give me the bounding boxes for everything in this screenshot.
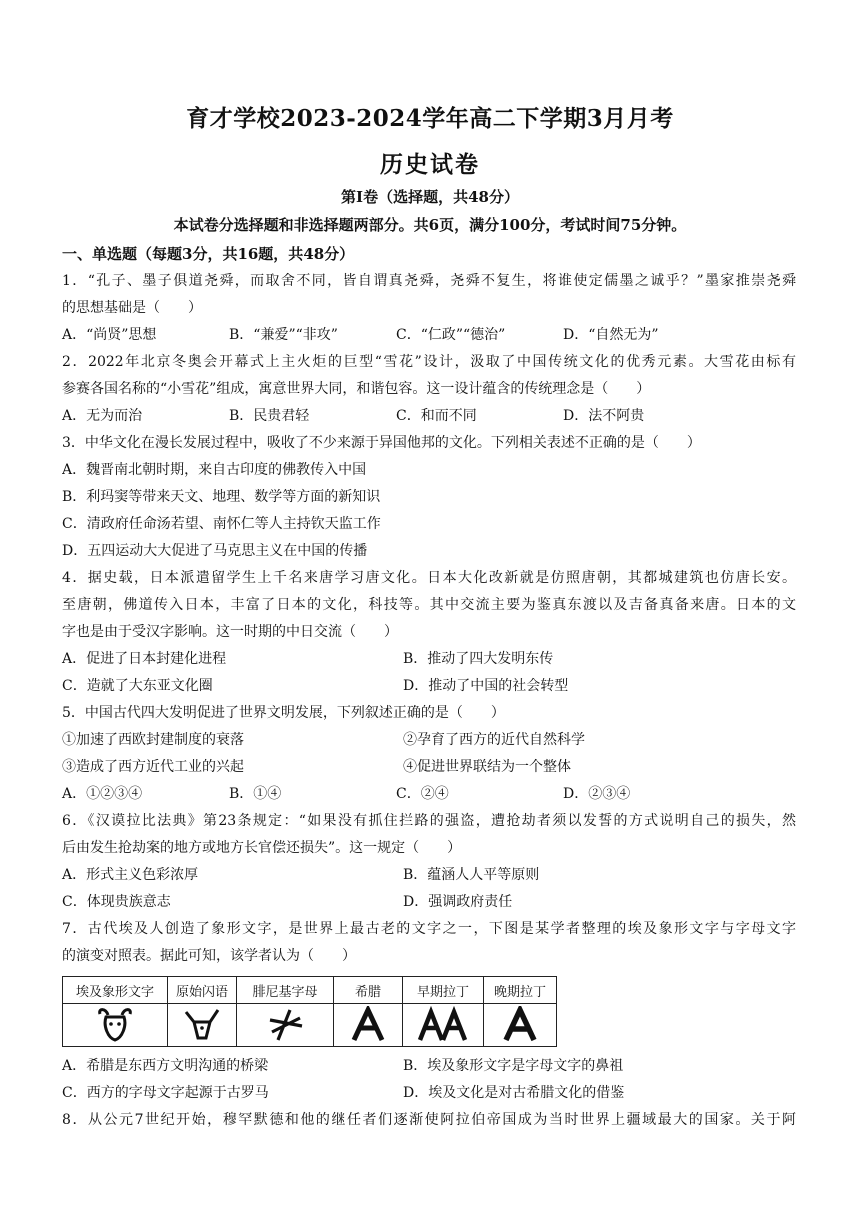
question-2-options <box>62 403 796 430</box>
table-header-cell: 埃及象形文字 <box>63 977 168 1004</box>
question-7-text-cont: 的演变对照表。据此可知，该学者认为（ ） <box>62 948 356 964</box>
table-header-cell: 晚期拉丁 <box>484 977 557 1004</box>
option-a[interactable]: A．魏晋南北朝时期，来自古印度的佛教传入中国 <box>62 462 367 478</box>
ox-head-hieroglyph-icon <box>63 1004 168 1047</box>
statement-item: ③造成了西方近代工业的兴起 <box>62 759 244 775</box>
option-d[interactable]: D．法不阿贵 <box>563 408 645 424</box>
option-a[interactable]: A．形式主义色彩浓厚 <box>62 867 199 883</box>
option-a[interactable]: A．无为而治 <box>62 408 143 424</box>
option-d[interactable]: D．“自然无为” <box>563 327 659 343</box>
question-2-text-cont: 参赛各国名称的“小雪花”组成，寓意世界大同，和谐包容。这一设计蕴含的传统理念是（ ） <box>62 381 651 397</box>
question-2-text: 2．2022年北京冬奥会开幕式上主火炬的巨型“雪花”设计，汲取了中国传统文化的优秀元素。大雪花由标有 <box>62 354 796 370</box>
option-d[interactable]: D．推动了中国的社会转型 <box>403 678 569 694</box>
question-4-options <box>62 646 796 673</box>
question-5-text: 5．中国古代四大发明促进了世界文明发展，下列叙述正确的是（ ） <box>62 705 505 721</box>
option-c[interactable]: C．体现贵族意志 <box>62 894 171 910</box>
option-b[interactable]: B．利玛窦等带来天文、地理、数学等方面的新知识 <box>62 489 381 505</box>
option-a[interactable]: A．希腊是东西方文明沟通的桥梁 <box>62 1058 269 1074</box>
option-d[interactable]: D．埃及文化是对古希腊文化的借鉴 <box>403 1085 625 1101</box>
part-heading: 第Ⅰ卷（选择题，共48分） <box>341 188 519 206</box>
section-title: 一、单选题（每题3分，共16题，共48分） <box>62 245 355 263</box>
option-a[interactable]: A．促进了日本封建化进程 <box>62 651 227 667</box>
question-6-options <box>62 889 796 916</box>
table-header-cell: 希腊 <box>334 977 403 1004</box>
late-latin-a-icon <box>484 1004 557 1047</box>
option-b[interactable]: B．埃及象形文字是字母文字的鼻祖 <box>403 1058 624 1074</box>
greek-alpha-icon <box>334 1004 403 1047</box>
question-5-options <box>62 781 796 808</box>
question-5-items <box>62 727 796 754</box>
question-6-text: 6．《汉谟拉比法典》第23条规定：“如果没有抓住拦路的强盗，遭抢劫者须以发誓的方式说明自己的损失，然 <box>62 813 796 829</box>
question-4-text-cont: 至唐朝，佛道传入日本，丰富了日本的文化，科技等。其中交流主要为鉴真东渡以及吉备真备来唐。日本的文 <box>62 597 796 613</box>
question-7-options <box>62 1080 796 1107</box>
question-8-text: 8．从公元7世纪开始，穆罕默德和他的继任者们逐渐使阿拉伯帝国成为当时世界上疆域最大的国家。关于阿 <box>62 1112 796 1128</box>
option-b[interactable]: B．“兼爱”“非攻” <box>229 327 338 343</box>
statement-item: ④促进世界联结为一个整体 <box>403 759 571 775</box>
table-header-cell: 早期拉丁 <box>403 977 484 1004</box>
option-b[interactable]: B．蕴涵人人平等原则 <box>403 867 540 883</box>
option-c[interactable]: C．造就了大东亚文化圈 <box>62 678 213 694</box>
option-c[interactable]: C．“仁政”“德治” <box>396 327 506 343</box>
exam-instructions: 本试卷分选择题和非选择题两部分。共6页，满分100分，考试时间75分钟。 <box>173 216 687 234</box>
option-a[interactable]: A．“尚贤”思想 <box>62 327 157 343</box>
exam-subtitle: 历史试卷 <box>380 151 480 178</box>
exam-title: 育才学校2023-2024学年高二下学期3月月考 <box>186 105 674 132</box>
phoenician-aleph-icon <box>237 1004 334 1047</box>
table-header-cell: 原始闪语 <box>168 977 237 1004</box>
option-c[interactable]: C．②④ <box>396 786 449 802</box>
question-5-items <box>62 754 796 781</box>
statement-item: ②孕育了西方的近代自然科学 <box>403 732 585 748</box>
question-1-options <box>62 322 796 349</box>
question-3-text: 3．中华文化在漫长发展过程中，吸收了不少来源于异国他邦的文化。下列相关表述不正确的是（ ） <box>62 435 701 451</box>
question-4-options <box>62 673 796 700</box>
option-c[interactable]: C．西方的字母文字起源于古罗马 <box>62 1085 269 1101</box>
question-6-text-cont: 后由发生抢劫案的地方或地方长官偿还损失”。这一规定（ ） <box>62 840 462 856</box>
option-a[interactable]: A．①②③④ <box>62 786 143 802</box>
option-c[interactable]: C．清政府任命汤若望、南怀仁等人主持钦天监工作 <box>62 516 381 532</box>
question-6-options <box>62 862 796 889</box>
question-7-options <box>62 1053 796 1080</box>
option-c[interactable]: C．和而不同 <box>396 408 477 424</box>
option-b[interactable]: B．民贵君轻 <box>229 408 310 424</box>
question-1-text-cont: 的思想基础是（ ） <box>62 300 202 316</box>
question-body <box>62 241 796 1134</box>
proto-semitic-aleph-icon <box>168 1004 237 1047</box>
alphabet-evolution-table <box>62 976 557 1047</box>
option-d[interactable]: D．强调政府责任 <box>403 894 513 910</box>
option-b[interactable]: B．①④ <box>229 786 282 802</box>
question-7-text: 7．古代埃及人创造了象形文字，是世界上最古老的文字之一，下图是某学者整理的埃及象形文字与字母文字 <box>62 921 796 937</box>
option-d[interactable]: D．②③④ <box>563 786 631 802</box>
option-d[interactable]: D．五四运动大大促进了马克思主义在中国的传播 <box>62 543 368 559</box>
early-latin-a-icon <box>403 1004 484 1047</box>
question-1-text: 1．“孔子、墨子俱道尧舜，而取舍不同，皆自谓真尧舜，尧舜不复生，将谁使定儒墨之诚乎？”墨家推崇尧舜 <box>62 273 796 289</box>
statement-item: ①加速了西欧封建制度的衰落 <box>62 732 244 748</box>
option-b[interactable]: B．推动了四大发明东传 <box>403 651 554 667</box>
question-4-text: 4．据史载，日本派遣留学生上千名来唐学习唐文化。日本大化改新就是仿照唐朝，其都城建筑也仿唐长安。 <box>62 570 796 586</box>
table-header-cell: 腓尼基字母 <box>237 977 334 1004</box>
question-4-text-cont: 字也是由于受汉字影响。这一时期的中日交流（ ） <box>62 624 398 640</box>
